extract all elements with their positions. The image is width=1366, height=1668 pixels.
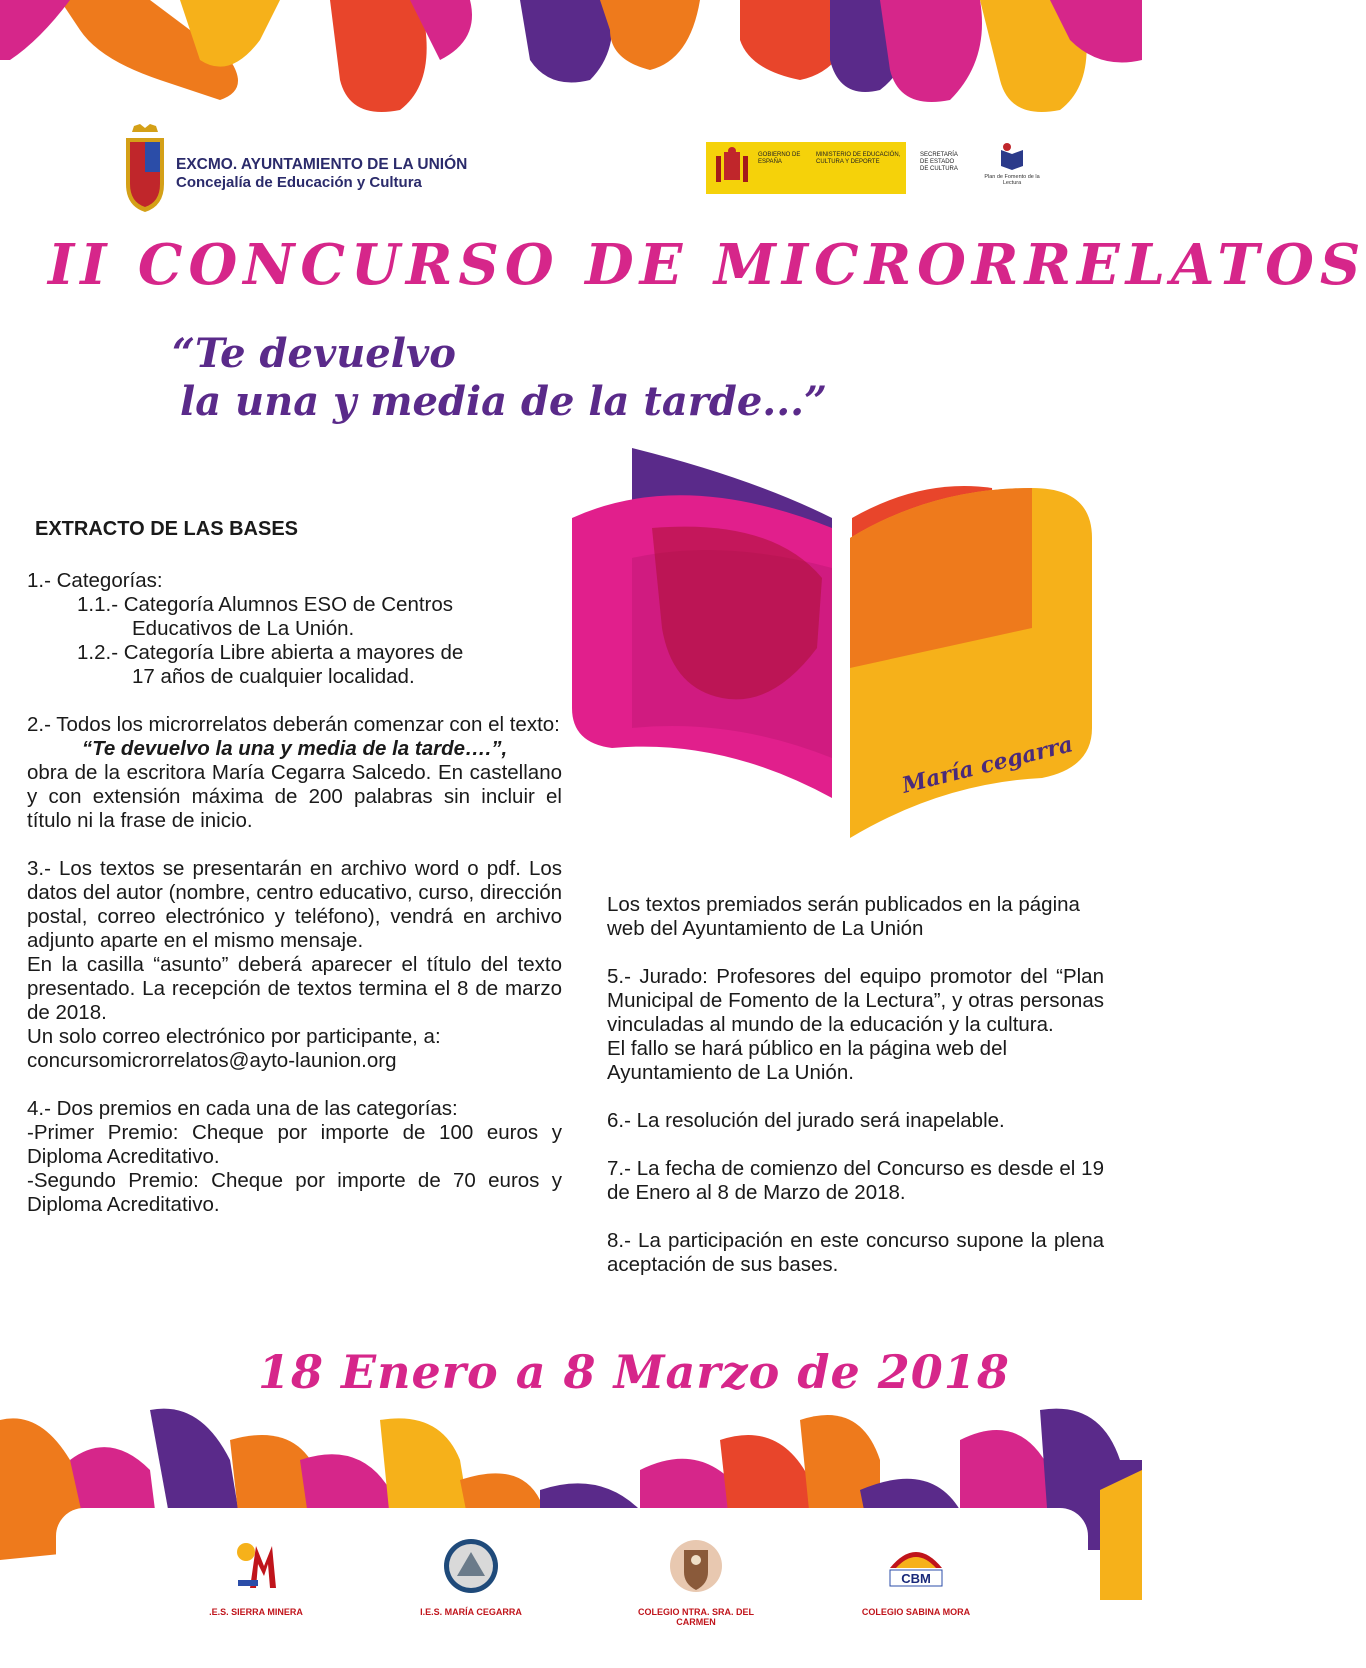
section-5-paragraph-2: El fallo se hará público en la página web del Ayuntamiento de La Unión.	[607, 1037, 1008, 1084]
school-caption: COLEGIO SABINA MORA	[861, 1607, 971, 1617]
date-banner: 18 Enero a 8 Marzo de 2018	[258, 1345, 1010, 1399]
subtitle-line-1: “Te devuelvo	[172, 330, 456, 377]
section-3-paragraph-2: En la casilla “asunto” deberá aparecer el título del texto presentado. La recepción de textos termina el 8 de marzo de 2018.	[27, 953, 562, 1024]
school-caption: .E.S. SIERRA MINERA	[209, 1607, 303, 1617]
carmen-shield-icon	[666, 1536, 726, 1596]
section-3-paragraph-1: 3.- Los textos se presentarán en archivo word o pdf. Los datos del autor (nombre, centro educativo, curso, dirección postal, correo electrónico y teléfono), vendrá en archivo adjunto aparte en el mismo mensaje.	[27, 857, 562, 952]
bases-right-column	[607, 893, 1104, 1277]
plan-fomento-logo	[982, 142, 1042, 202]
category-2-line-a: 1.2.- Categoría Libre abierta a mayores de	[77, 641, 464, 664]
section-1-title: 1.- Categorías:	[27, 569, 163, 592]
category-1-line-a: 1.1.- Categoría Alumnos ESO de Centros	[77, 593, 454, 616]
plan-book-icon	[997, 142, 1027, 172]
second-prize: -Segundo Premio: Cheque por importe de 70 euros y Diploma Acreditativo.	[27, 1169, 562, 1216]
contest-title: II CONCURSO DE MICRORRELATOS	[48, 232, 1366, 298]
plan-fomento-text: Plan de Fomento de la Lectura	[984, 174, 1040, 186]
concejalia-name: Concejalía de Educación y Cultura	[176, 174, 422, 191]
section-4-title: 4.- Dos premios en cada una de las categorías:	[27, 1097, 458, 1120]
school-caption: COLEGIO NTRA. SRA. DEL CARMEN	[637, 1607, 754, 1627]
school-sierra-minera	[186, 1536, 326, 1617]
category-2-line-b: 17 años de cualquier localidad.	[132, 665, 415, 688]
sabina-mora-logo-icon	[884, 1536, 948, 1596]
ayuntamiento-logo	[122, 122, 522, 222]
top-decoration	[0, 0, 1142, 140]
book-illustration	[572, 448, 1112, 848]
school-caption: I.E.S. MARÍA CEGARRA	[420, 1607, 522, 1617]
section-2-intro: 2.- Todos los microrrelatos deberán comenzar con el texto:	[27, 713, 560, 736]
book-caption: María cegarra	[899, 731, 1076, 799]
coat-of-arms-icon	[122, 122, 168, 214]
ayuntamiento-name: EXCMO. AYUNTAMIENTO DE LA UNIÓN	[176, 156, 468, 173]
gobierno-logo	[706, 142, 906, 194]
ministerio-text: MINISTERIO DE EDUCACIÓN, CULTURA Y DEPORTE	[816, 152, 901, 165]
category-1-line-b: Educativos de La Unión.	[132, 617, 355, 640]
svg-text:CBM: CBM	[901, 1571, 931, 1586]
section-3-paragraph-3: Un solo correo electrónico por participante, a:	[27, 1025, 441, 1048]
section-7: 7.- La fecha de comienzo del Concurso es desde el 19 de Enero al 8 de Marzo de 2018.	[607, 1157, 1104, 1204]
sierra-minera-logo-icon	[226, 1536, 286, 1596]
secretaria-text: SECRETARÍA DE ESTADO DE CULTURA	[920, 152, 958, 172]
subtitle-line-2: la una y media de la tarde...”	[180, 378, 828, 425]
school-ntra-sra-carmen	[626, 1536, 766, 1627]
published-note: Los textos premiados serán publicados en la página web del Ayuntamiento de La Unión	[607, 893, 1080, 940]
spain-shield-icon	[712, 146, 752, 190]
section-2-rest: obra de la escritora María Cegarra Salcedo. En castellano y con extensión máxima de 200 palabras sin incluir el título ni la frase de inicio.	[27, 761, 562, 832]
school-maria-cegarra	[401, 1536, 541, 1617]
gobierno-text: GOBIERNO DE ESPAÑA	[758, 152, 801, 165]
maria-cegarra-logo-icon	[441, 1536, 501, 1596]
contest-email[interactable]: concursomicrorrelatos@ayto-launion.org	[27, 1049, 397, 1072]
bases-left-column	[27, 517, 562, 1217]
school-sabina-mora	[846, 1536, 986, 1617]
contest-subtitle	[172, 330, 972, 426]
section-8: 8.- La participación en este concurso supone la plena aceptación de sus bases.	[607, 1229, 1104, 1276]
section-5-paragraph-1: 5.- Jurado: Profesores del equipo promotor del “Plan Municipal de Fomento de la Lectura”, y otras personas vinculadas al mundo de la educación y la cultura.	[607, 965, 1104, 1036]
first-prize: -Primer Premio: Cheque por importe de 100 euros y Diploma Acreditativo.	[27, 1121, 562, 1168]
section-2-quote: “Te devuelvo la una y media de la tarde….”,	[81, 737, 508, 760]
section-6: 6.- La resolución del jurado será inapelable.	[607, 1109, 1005, 1132]
bases-heading: EXTRACTO DE LAS BASES	[35, 518, 298, 540]
schools-panel	[56, 1508, 1088, 1668]
